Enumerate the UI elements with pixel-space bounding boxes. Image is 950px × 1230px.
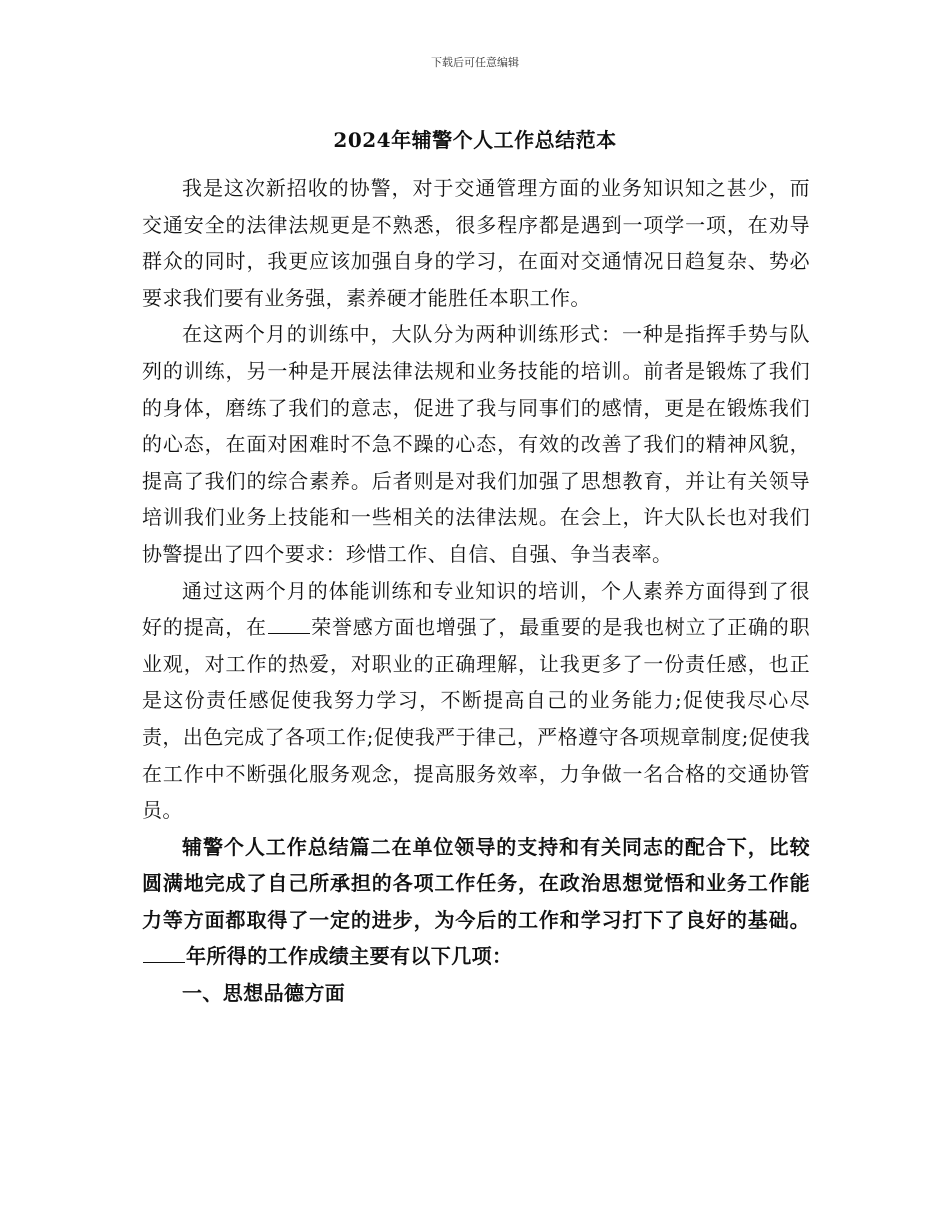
header-note: 下载后可任意编辑 (431, 56, 519, 69)
paragraph-3 (142, 573, 810, 829)
paragraph-4-bold (142, 829, 810, 975)
paragraph-3-part-1: 通过这两个月的体能训练和专业知识的培训，个人素养方面得到了很好的提高，在 (142, 578, 810, 640)
paragraph-3-part-2: 荣誉感方面也增强了，最重要的是我也树立了正确的职业观，对工作的热爱，对职业的正确理解，让我更多了一份责任感，也正是这份责任感促使我努力学习，不断提高自己的业务能力;促使我尽心尽责，出色完成了各项工作;促使我严于律己，严格遵守各项规章制度;促使我在工作中不断强化服务观念，提高服务效率，力争做一名合格的交通协管员。 (142, 615, 810, 823)
paragraph-2: 在这两个月的训练中，大队分为两种训练形式：一种是指挥手势与队列的训练，另一种是开展法律法规和业务技能的培训。前者是锻炼了我们的身体，磨练了我们的意志，促进了我与同事们的感情，更是在锻炼我们的心态，在面对困难时不急不躁的心态，有效的改善了我们的精神风貌，提高了我们的综合素养。后者则是对我们加强了思想教育，并让有关领导培训我们业务上技能和一些相关的法律法规。在会上，许大队长也对我们协警提出了四个要求：珍惜工作、自信、自强、争当表率。 (142, 322, 810, 566)
section-heading: 一、思想品德方面 (182, 981, 346, 1006)
paragraph-4-part-2: 年所得的工作成绩主要有以下几项： (186, 944, 513, 969)
document-title: 2024年辅警个人工作总结范本 (333, 128, 617, 152)
paragraph-1: 我是这次新招收的协警，对于交通管理方面的业务知识知之甚少，而交通安全的法律法规更是不熟悉，很多程序都是遇到一项学一项，在劝导群众的同时，我更应该加强自身的学习，在面对交通情况日趋复杂、势必要求我们要有业务强，素养硬才能胜任本职工作。 (142, 176, 810, 310)
fill-in-blank (268, 613, 310, 634)
paragraph-4-part-1: 辅警个人工作总结篇二在单位领导的支持和有关同志的配合下，比较圆满地完成了自己所承担的各项工作任务，在政治思想觉悟和业务工作能力等方面都取得了一定的进步，为今后的工作和学习打下了良好的基础。 (142, 834, 810, 932)
document-body (142, 170, 810, 1012)
fill-in-blank (143, 942, 185, 963)
